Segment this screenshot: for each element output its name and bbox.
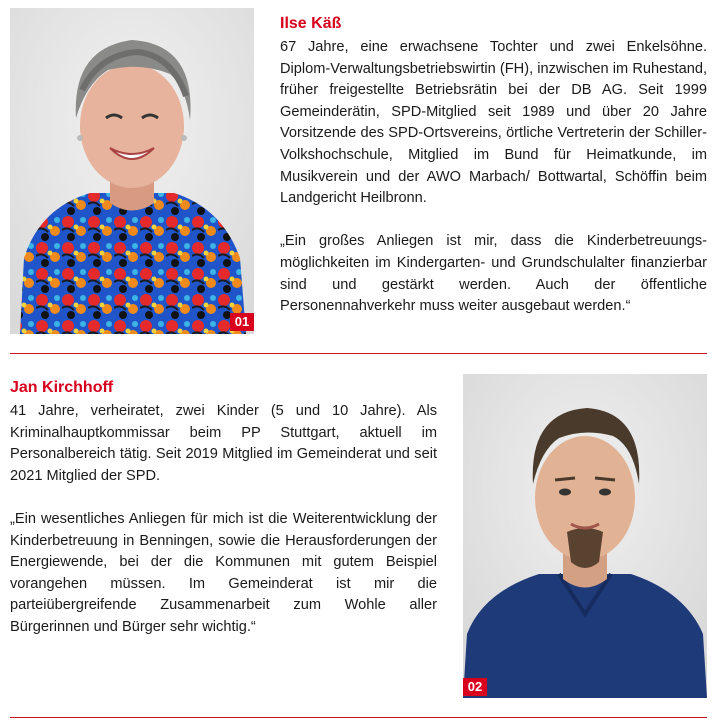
candidate-text-block: [280, 37, 707, 318]
candidate-name: Ilse Käß: [280, 15, 342, 32]
photo-number-badge: 01: [230, 313, 254, 331]
candidate-quote: „Ein großes Anliegen ist mir, dass die Kinderbetreuungsmöglichkeiten im Kindergarten- und Grundschulalter finanzierbar sind und gestärkt werden. Auch der öffentliche Personennahverkehr muss weiter ausgebaut werden.“: [280, 233, 707, 315]
portrait-illustration: [463, 374, 707, 698]
portrait-photo-jan-kirchhoff: [463, 374, 707, 698]
candidate-name: Jan Kirchhoff: [10, 379, 114, 396]
portrait-photo-ilse-kaess: [10, 8, 254, 334]
portrait-illustration: [10, 8, 254, 334]
photo-number-badge: 02: [463, 678, 487, 696]
candidate-text-block: [10, 401, 437, 639]
candidate-bio: 41 Jahre, verheiratet, zwei Kinder (5 und 10 Jahre). Als Kriminalhauptkommissar beim PP Stuttgart, aktuell im Personalbereich tätig. Seit 2019 Mitglied im Gemeinderat und seit 2021 Mitglied der SPD.: [10, 403, 437, 484]
candidate-quote: „Ein wesentliches Anliegen für mich ist die Weiterentwicklung der Kinderbetreuung in Benningen, sowie die Herausforderungen der Energiewende, bei der die Kommunen mit gutem Beispiel vorangehen müssen. Im Gemeinderat ist mir die parteiübergreifende Zusammenarbeit zum Wohle aller Bürgerinnen und Bürger sehr wichtig.“: [10, 510, 437, 635]
section-divider: [10, 353, 707, 354]
section-divider: [10, 717, 707, 718]
candidate-bio: 67 Jahre, eine erwachsene Tochter und zwei Enkelsöhne. Diplom-Verwaltungsbetriebswirtin (FH), inzwischen im Ruhestand, früher freigestellte Betriebsrätin bei der DB AG. Seit 1999 Gemeinderätin, SPD-Mitglied seit 1989 und über 20 Jahre Vorsitzende des SPD-Ortsvereins, örtliche Vertreterin der Schiller-Volkshochschule, Mitglied im Bund für Heimatkunde, im Musikverein und der AWO Marbach/ Bottwartal, Schöffin beim Landgericht Heilbronn.: [280, 39, 707, 207]
